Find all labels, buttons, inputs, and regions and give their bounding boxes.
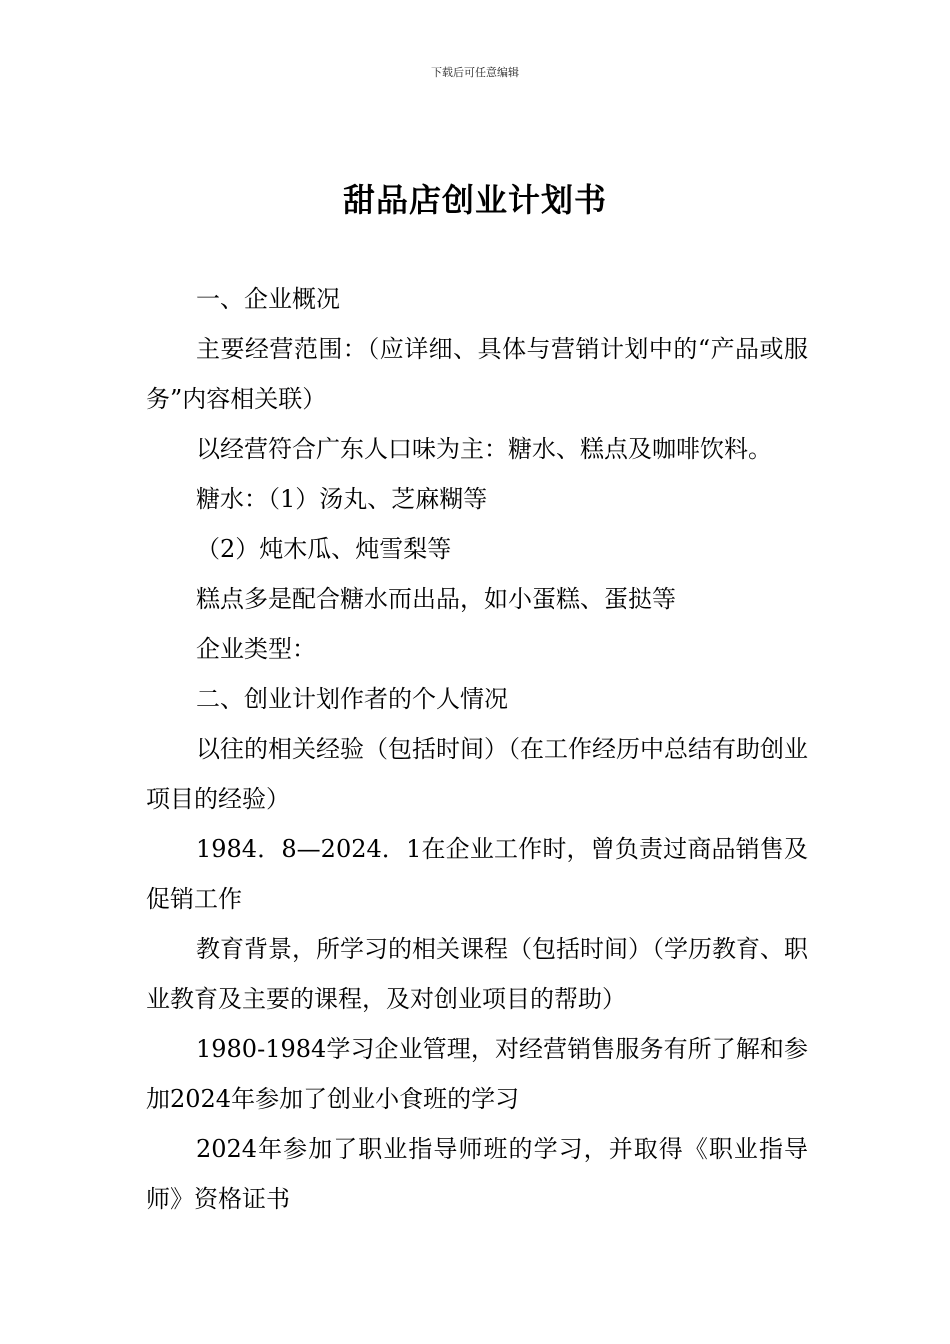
document-title: 甜品店创业计划书 <box>342 181 607 219</box>
section-heading-enterprise-overview: 一、企业概况 <box>196 285 340 313</box>
header-note: 下载后可任意编辑 <box>431 66 519 79</box>
paragraph-certificate: 2024年参加了职业指导师班的学习，并取得《职业指导师》资格证书 <box>146 1135 808 1213</box>
paragraph-enterprise-type: 企业类型： <box>196 635 316 663</box>
paragraph-work-history: 1984．8—2024．1在企业工作时，曾负责过商品销售及促销工作 <box>146 835 808 913</box>
paragraph-sweet-soup-2: （2）炖木瓜、炖雪梨等 <box>196 535 452 563</box>
paragraph-pastries: 糕点多是配合糖水而出品，如小蛋糕、蛋挞等 <box>196 585 676 613</box>
paragraph-past-experience: 以往的相关经验（包括时间）（在工作经历中总结有助创业项目的经验） <box>146 735 808 813</box>
paragraph-products: 以经营符合广东人口味为主：糖水、糕点及咖啡饮料。 <box>196 435 772 463</box>
paragraph-education-history: 1980-1984学习企业管理，对经营销售服务有所了解和参加2024年参加了创业小食班的学习 <box>146 1035 808 1113</box>
paragraph-education-background: 教育背景，所学习的相关课程（包括时间）（学历教育、职业教育及主要的课程，及对创业项目的帮助） <box>146 935 808 1013</box>
paragraph-sweet-soup-1: 糖水：（1）汤丸、芝麻糊等 <box>196 485 488 513</box>
document-body <box>146 274 808 1224</box>
paragraph-business-scope: 主要经营范围：（应详细、具体与营销计划中的“产品或服务”内容相关联） <box>146 335 808 413</box>
section-heading-author-info: 二、创业计划作者的个人情况 <box>196 685 508 713</box>
